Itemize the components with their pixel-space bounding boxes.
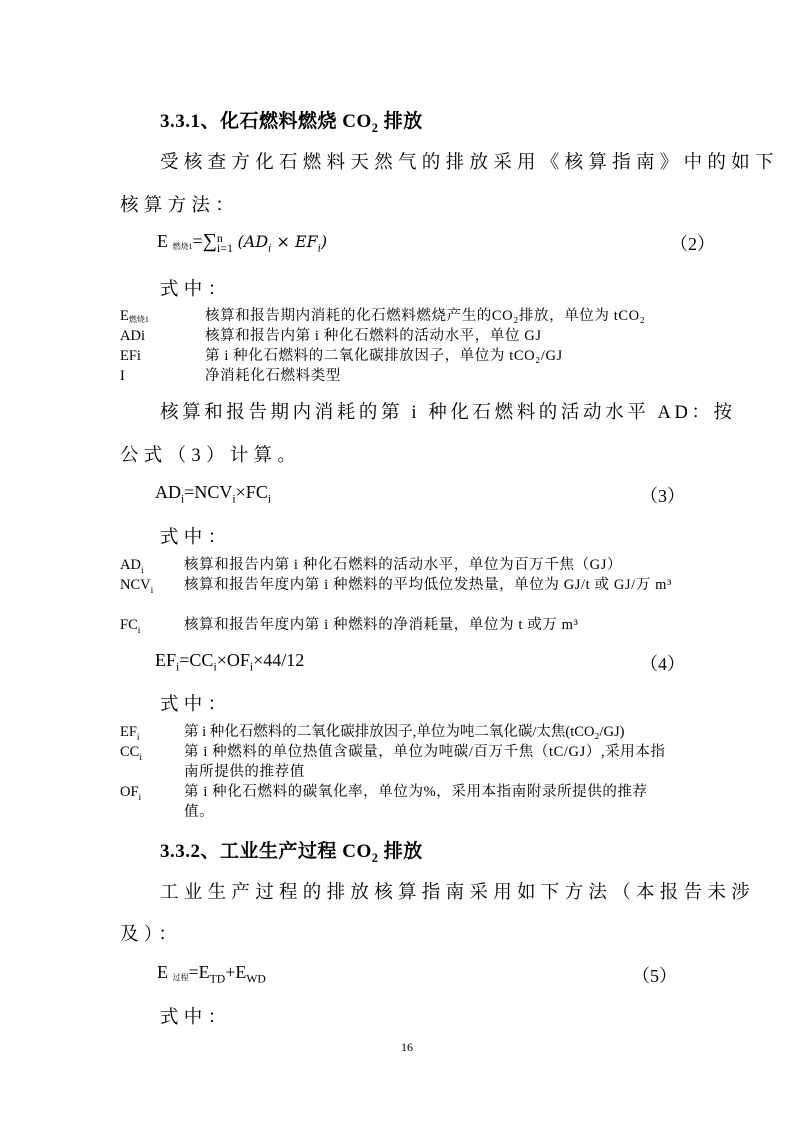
definition-symbol: $EF_i$ xyxy=(120,724,140,743)
where-label-5: 式中： xyxy=(160,1008,232,1028)
formula-3: $AD_i=NCV_i\times FC_i$ xyxy=(155,482,272,506)
paragraph-332-line1: 工业生产过程的排放核算指南采用如下方法（本报告未涉 xyxy=(160,883,756,903)
formula-lhs: E xyxy=(157,231,168,251)
formula-times: × EF xyxy=(271,232,318,251)
definition-row xyxy=(120,346,680,366)
formula-sub: i xyxy=(317,243,321,255)
definition-symbol: I xyxy=(120,368,125,384)
definition-symbol: ADi xyxy=(120,328,145,344)
definition-desc: 净消耗化石燃料类型 xyxy=(205,368,341,384)
definition-symbol: $CC_i$ xyxy=(120,744,142,763)
definition-row xyxy=(120,575,680,615)
definitions-list-3 xyxy=(120,555,680,635)
paragraph-332-line2: 及）： xyxy=(120,925,183,945)
definitions-list-2 xyxy=(120,306,680,390)
where-label: 式中： xyxy=(160,280,232,300)
equation-number-4: （4） xyxy=(640,654,685,674)
heading-text: 3.3.1、化石燃料燃烧 CO xyxy=(160,111,372,132)
definition-symbol: EFi xyxy=(120,348,141,364)
sum-symbol: ∑ xyxy=(202,230,217,252)
paragraph-intro-line1: 受核查方化石燃料天然气的排放采用《核算指南》中的如下 xyxy=(160,153,779,173)
definition-symbol: $NCV_i$ xyxy=(120,577,154,596)
definition-desc: 核算和报告内第 i 种化石燃料的活动水平，单位 GJ xyxy=(205,328,542,344)
definition-row xyxy=(120,366,680,386)
definition-desc: 核算和报告年度内第 i 种燃料的净消耗量，单位为 t 或万 m³ xyxy=(184,617,579,633)
definition-symbol: $AD_i$ xyxy=(120,557,144,576)
equation-number-5: （5） xyxy=(632,966,677,986)
formula-body: (AD xyxy=(237,232,269,251)
page-number: 16 xyxy=(401,1040,413,1054)
definition-symbol: $FC_i$ xyxy=(120,617,141,636)
definition-row xyxy=(120,555,680,575)
definition-desc: 第 i 种燃料的单位热值含碳量，单位为吨碳/百万千焦（tC/GJ）,采用本指南所提供的推荐值 xyxy=(184,744,666,780)
formula-2 xyxy=(157,230,327,255)
definition-row xyxy=(120,742,680,782)
where-label-3: 式中： xyxy=(160,528,232,548)
heading-text-suffix: 排放 xyxy=(378,841,423,862)
formula-sub: i xyxy=(268,243,272,255)
definition-row xyxy=(120,722,680,742)
formula-lhs-sub: 燃烧1 xyxy=(172,242,193,251)
paragraph-ad-line1: 核算和报告期内消耗的第 i 种化石燃料的活动水平 AD：按 xyxy=(160,403,736,423)
definition-desc: 第 i 种化石燃料的二氧化碳排放因子,单位为吨二氧化碳/太焦(tCO₂/GJ) xyxy=(184,724,625,740)
section-heading-3-3-1 xyxy=(160,106,423,136)
formula-equals: = xyxy=(192,231,203,251)
definition-symbol: E燃烧1 xyxy=(120,308,149,324)
definitions-list-4 xyxy=(120,722,680,822)
paragraph-intro-line2: 核算方法： xyxy=(120,196,240,216)
sum-upper: n xyxy=(216,230,223,245)
definition-desc: 核算和报告内第 i 种化石燃料的活动水平，单位为百万千焦（GJ） xyxy=(184,557,623,573)
definition-desc: 第 i 种化石燃料的碳氧化率，单位为%，采用本指南附录所提供的推荐值。 xyxy=(184,784,648,820)
formula-close: ) xyxy=(320,232,328,251)
definition-row xyxy=(120,326,680,346)
heading-subscript: 2 xyxy=(371,120,379,135)
equation-number-2: （2） xyxy=(670,234,715,254)
formula-4: $EF_i=CC_i\times OF_i\times 44/12$ xyxy=(155,650,305,674)
definition-row xyxy=(120,782,680,822)
heading-text-suffix: 排放 xyxy=(378,111,423,132)
heading-subscript: 2 xyxy=(371,850,379,865)
equation-number-3: （3） xyxy=(640,486,685,506)
definition-row xyxy=(120,615,680,635)
formula-5: E 过程$=E_{TD}+E_{WD}$ xyxy=(157,962,266,986)
definition-desc: 核算和报告年度内第 i 种燃料的平均低位发热量，单位为 GJ/t 或 GJ/万 m³ xyxy=(184,577,672,593)
section-heading-3-3-2 xyxy=(160,836,423,866)
heading-text: 3.3.2、工业生产过程 CO xyxy=(160,841,372,862)
definition-symbol: $OF_i$ xyxy=(120,784,142,803)
definition-desc: 核算和报告期内消耗的化石燃料燃烧产生的CO₂排放，单位为 tCO₂ xyxy=(205,308,646,324)
definition-row xyxy=(120,306,680,326)
where-label-4: 式中： xyxy=(160,695,232,715)
sum-lower: i=1 xyxy=(216,240,234,255)
paragraph-ad-line2: 公式（3）计算。 xyxy=(120,446,302,466)
definition-desc: 第 i 种化石燃料的二氧化碳排放因子，单位为 tCO₂/GJ xyxy=(205,348,563,364)
